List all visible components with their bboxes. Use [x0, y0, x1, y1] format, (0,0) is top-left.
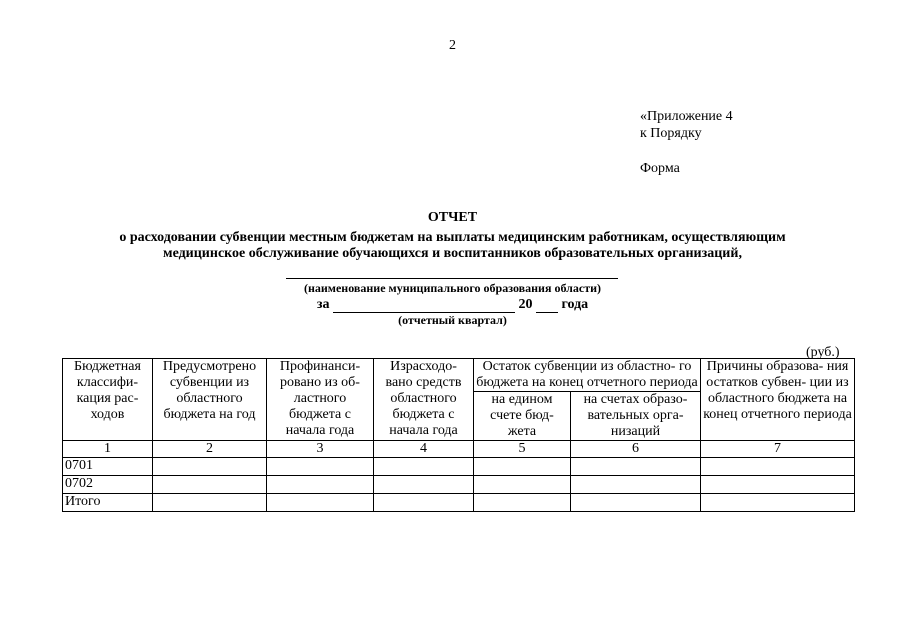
header-reasons: Причины образова- ния остатков субвен- ции из областного бюджета на конец отчетного периода [701, 359, 855, 441]
report-heading: ОТЧЕТ [427, 210, 478, 225]
table-cell[interactable] [267, 494, 374, 512]
table-cell[interactable] [474, 476, 571, 494]
form-label: Форма [640, 161, 680, 176]
column-number: 3 [267, 441, 374, 458]
table-cell[interactable] [374, 458, 474, 476]
column-number: 7 [701, 441, 855, 458]
year-prefix: 20 [518, 297, 533, 312]
appendix-line-2: к Порядку [640, 126, 702, 141]
municipality-name-line[interactable] [286, 264, 618, 279]
table-cell[interactable] [153, 494, 267, 512]
table-cell[interactable] [153, 476, 267, 494]
table-cell[interactable] [374, 476, 474, 494]
period-line [0, 297, 905, 313]
header-remaining-group: Остаток субвенции из областно- го бюджета на конец отчетного периода [474, 359, 701, 392]
municipality-caption: (наименование муниципального образования области) [303, 281, 602, 295]
table-cell[interactable] [571, 458, 701, 476]
period-prefix: за [316, 297, 330, 312]
column-number: 1 [63, 441, 153, 458]
column-numbers-row [63, 441, 855, 458]
row-code: 0701 [63, 458, 153, 476]
page-number: 2 [449, 38, 456, 53]
table-cell[interactable] [571, 476, 701, 494]
table-cell[interactable] [571, 494, 701, 512]
header-financed: Профинанси- ровано из об- ластного бюджета с начала года [267, 359, 374, 441]
table-cell[interactable] [701, 494, 855, 512]
column-number: 4 [374, 441, 474, 458]
table-cell[interactable] [374, 494, 474, 512]
year-suffix: года [561, 297, 589, 312]
column-number: 2 [153, 441, 267, 458]
report-title-line-2: медицинское обслуживание обучающихся и воспитанников образовательных организаций, [163, 246, 742, 261]
column-number: 5 [474, 441, 571, 458]
header-spent: Израсходо- вано средств областного бюджета с начала года [374, 359, 474, 441]
quarter-blank[interactable] [333, 299, 515, 313]
header-row-1 [63, 359, 855, 392]
report-title-line-1: о расходовании субвенции местным бюджетам на выплаты медицинским работникам, осуществляющим [119, 230, 786, 245]
table-row [63, 476, 855, 494]
table-cell[interactable] [153, 458, 267, 476]
year-blank[interactable] [536, 299, 558, 313]
table-cell[interactable] [474, 458, 571, 476]
header-budget-classification: Бюджетная классифи- кация рас- ходов [63, 359, 153, 441]
row-code: 0702 [63, 476, 153, 494]
header-single-account: на едином счете бюд- жета [474, 392, 571, 441]
table-cell[interactable] [474, 494, 571, 512]
table-cell[interactable] [267, 476, 374, 494]
table-cell[interactable] [701, 476, 855, 494]
table-cell[interactable] [267, 458, 374, 476]
row-total-label: Итого [63, 494, 153, 512]
header-planned: Предусмотрено субвенции из областного бюджета на год [153, 359, 267, 441]
report-table [62, 358, 855, 512]
column-number: 6 [571, 441, 701, 458]
table-row [63, 494, 855, 512]
period-caption: (отчетный квартал) [398, 313, 507, 327]
table-row [63, 458, 855, 476]
unit-label: (руб.) [806, 345, 840, 360]
header-org-accounts: на счетах образо- вательных орга- низаций [571, 392, 701, 441]
appendix-line-1: «Приложение 4 [640, 109, 733, 124]
table-cell[interactable] [701, 458, 855, 476]
